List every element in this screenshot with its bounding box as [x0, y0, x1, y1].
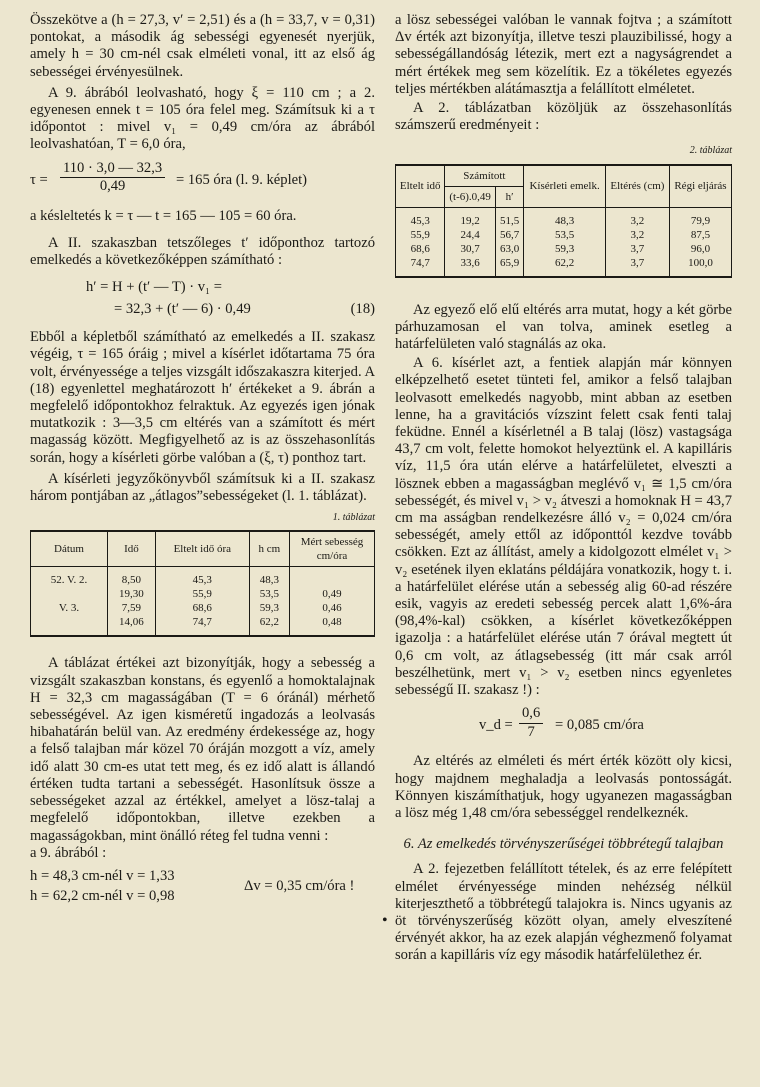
table-cell: 96,0	[669, 242, 731, 256]
table-cell: 79,9	[669, 207, 731, 228]
paragraph: A 2. fejezetben felállított tételek, és az erre felépített elmélet érvényessége minden nehézség nélkül kiterjeszthető a többrétegű talajokra is. Nincs ugyanis az öt törvényszerűség között olyan, amely elveszítené érvényét akkor, ha az ezek alapján véghezmenő folyamat során a kapilláris víz egy második határfelülethez ér.	[395, 861, 732, 964]
section-title: 6. Az emelkedés törvényszerűségei többrétegű talajban	[403, 836, 724, 853]
table-row	[396, 256, 732, 277]
table-header: Számított	[445, 165, 524, 187]
table-1	[30, 530, 375, 637]
equation-vd	[395, 705, 732, 747]
right-column	[395, 12, 732, 965]
table-row	[31, 601, 375, 615]
table-cell: 45,3	[155, 567, 249, 588]
table-cell: 74,7	[155, 615, 249, 636]
equation-number: (18)	[350, 301, 375, 318]
table-cell: 8,50	[108, 567, 156, 588]
table-header: Mért sebesség cm/óra	[290, 531, 375, 567]
equation-18	[30, 279, 375, 323]
table-cell: 45,3	[396, 207, 445, 228]
stray-dot: •	[382, 912, 388, 929]
table-row	[31, 615, 375, 636]
table-header: h cm	[249, 531, 289, 567]
equation-delta-v: Δv = 0,35 cm/óra !	[244, 877, 355, 894]
table-header: Eltelt idő	[396, 165, 445, 208]
table-header: Kísérleti emelk.	[524, 165, 606, 208]
table-header: h′	[495, 186, 523, 207]
table-header: Dátum	[31, 531, 108, 567]
table-cell: 24,4	[445, 228, 495, 242]
table-cell: 62,2	[524, 256, 606, 277]
table-cell	[31, 615, 108, 636]
paragraph: Összekötve a (h = 27,3, v′ = 2,51) és a (h = 33,7, v = 0,31) pontokat, a második ág sebességi egyenesét nyerjük, amely h = 30 cm-nél csak elméleti vonal, itt az első ág sebességei érvényesülnek.	[30, 12, 375, 80]
table-header: Idő	[108, 531, 156, 567]
equation-line: h = 62,2 cm-nél v = 0,98	[30, 887, 175, 904]
equation-rhs: = 0,085 cm/óra	[555, 717, 644, 734]
table-cell: 33,6	[445, 256, 495, 277]
table-cell: 30,7	[445, 242, 495, 256]
table-cell: 68,6	[155, 601, 249, 615]
table-cell: 55,9	[396, 228, 445, 242]
table-cell	[31, 587, 108, 601]
table-cell: V. 3.	[31, 601, 108, 615]
paragraph: A II. szakaszban tetszőleges t′ időponthoz tartozó emelkedés a következőképpen számítható :	[30, 234, 375, 269]
table-row	[396, 242, 732, 256]
table-cell: 19,30	[108, 587, 156, 601]
table-header: Eltelt idő óra	[155, 531, 249, 567]
equation-fraction	[60, 160, 165, 195]
table-cell: 48,3	[524, 207, 606, 228]
table-cell: 53,5	[524, 228, 606, 242]
table-cell: 3,7	[605, 256, 669, 277]
paragraph: Ebből a képletből számítható az emelkedés a II. szakasz végéig, τ = 165 óráig ; mivel a kísérlet időtartama 75 óra volt, érvényessége a teljes vizsgált időszakaszra kiterjed. A (18) egyenlettel meghatározott h′ értékeket a 9. ábrán a megfelelő időpontokhoz felraktuk. Az egyezés igen jónak mutatkozik : 3—3,5 cm eltérés van a számított és mért magasság között. Megfigyelhető az is az összehasonlítás során, hogy a kísérleti görbe valóban a (ξ, τ) ponthoz tart.	[30, 329, 375, 466]
table-header: Eltérés (cm)	[605, 165, 669, 208]
equation-tau	[30, 160, 375, 202]
paragraph: A 2. táblázatban közöljük az összehasonlítás számszerű eredményeit :	[395, 100, 732, 134]
table-cell: 65,9	[495, 256, 523, 277]
equation-velocities	[30, 868, 375, 908]
table-caption: 1. táblázat	[332, 512, 375, 524]
table-cell: 59,3	[249, 601, 289, 615]
fraction-denominator: 7	[527, 723, 535, 740]
equation-line: h = 48,3 cm-nél v = 1,33	[30, 867, 175, 884]
table-cell: 100,0	[669, 256, 731, 277]
paragraph: Az egyező elő elű eltérés arra mutat, hogy a két görbe párhuzamosan el van tolva, aminek esetleg a határfelületen való stagnálás az oka.	[395, 301, 732, 353]
table-cell: 3,2	[605, 207, 669, 228]
table-cell: 56,7	[495, 228, 523, 242]
table-cell: 51,5	[495, 207, 523, 228]
paragraph: A 6. kísérlet azt, a fentiek alapján már könnyen elképzelhető esetet tünteti fel, amikor a felső talajban leolvasott emelkedés nagyobb, mint abban az esetben lenne, ha a gravitációs vízszint felett csak fenti talaj feküdne. Ennél a kísérletnél a B talaj (lösz) vastagsága 43,7 cm volt, felette homokot helyeztünk el. A kapilláris víz, 11,5 óra után elérve a határfelületet, elveszti a lösznek ebben a magasságban meglévő v₁ ≅ 1,5 cm/óra sebességét, és mivel v₁ > v₂ átveszi a homoknak H = 43,7 cm ma asságban rendelkezésre álló v₂ = 0,024 cm/óra sebességét, amely ettől az időponttól kezdve tovább csökken. Ezt az állítást, amely a kidolgozott elmélet v₁ > v₂ esetének ilyen eklatáns példájára vonatkozik, hogy t. i. a határfelület elérése után a sebesség alig 60-ad részére esik, vagyis az eredeti sebesség percek alatt 1,6%-ára (98,4%-kal) csökken, a kísérlet következőképpen igazolja : a határfelület elérése után 7 órával megtett út 0,6 cm volt, az átlagsebesség (itt már csak arról beszélhetünk, mert v₁ > v₂ esetben nincs egyenletes sebességű II. szakasz !) :	[395, 355, 732, 699]
equation-lhs: v_d =	[479, 717, 513, 734]
equation-fraction	[519, 705, 543, 740]
table-cell: 63,0	[495, 242, 523, 256]
table-cell: 55,9	[155, 587, 249, 601]
paragraph: A kísérleti jegyzőkönyvből számítsuk ki a II. szakasz három pontjában az „átlagos”sebességeket (l. 1. táblázat).	[30, 470, 375, 505]
paragraph: a 9. ábrából :	[30, 844, 107, 861]
table-cell: 3,7	[605, 242, 669, 256]
left-column	[30, 12, 375, 914]
table-cell: 0,49	[290, 587, 375, 601]
table-cell: 68,6	[396, 242, 445, 256]
table-cell: 0,48	[290, 615, 375, 636]
equation-rhs: = 165 óra (l. 9. képlet)	[176, 171, 308, 188]
fraction-denominator: 0,49	[99, 177, 126, 194]
table-cell	[290, 567, 375, 588]
table-cell: 48,3	[249, 567, 289, 588]
equation-lhs: τ =	[30, 171, 48, 188]
table-cell: 19,2	[445, 207, 495, 228]
table-cell: 3,2	[605, 228, 669, 242]
table-cell: 0,46	[290, 601, 375, 615]
table-cell: 59,3	[524, 242, 606, 256]
equation-line: = 32,3 + (t′ — 6) · 0,49	[114, 301, 251, 318]
table-cell: 7,59	[108, 601, 156, 615]
table-cell: 14,06	[108, 615, 156, 636]
paragraph: a késleltetés k = τ — t = 165 — 105 = 60 óra.	[30, 207, 297, 224]
fraction-numerator: 110 · 3,0 — 32,3	[60, 160, 165, 178]
table-row	[31, 587, 375, 601]
table-2	[395, 164, 732, 278]
table-header: Régi eljárás	[669, 165, 731, 208]
table-cell: 52. V. 2.	[31, 567, 108, 588]
paragraph: A táblázat értékei azt bizonyítják, hogy a sebesség a vizsgált szakaszban konstans, és egyenlő a homoktalajnak H = 32,3 cm magasságában (T = 6 óránál) mérhető sebességével. Az igen kisméretű ingadozás a leolvasás hibahatárán belül van. Az eredmény érdekessége az, hogy a felső talajban már közel 70 óráján mozgott a víz, amely idő alatt 30 cm-es utat tett meg, és ez idő alatt is állandó értéken tudta tartani a sebességét. Hasonlítsuk össze a sebességeket azzal az értékkel, amelyet a lösz-talaj a megfelelő időpontokban, illetve ezekben a magasságokban, mint önálló réteg fel tudna venni :	[30, 655, 375, 844]
paragraph: Az eltérés az elméleti és mért érték között oly kicsi, hogy majdnem meghaladja a leolvasás pontosságát. Könnyen kiszámíthatjuk, hogy ugyanezen magasságban a lösz még 1,48 cm/óra sebességgel rendelkeznék.	[395, 753, 732, 821]
table-header: (t-6).0,49	[445, 186, 495, 207]
table-cell: 87,5	[669, 228, 731, 242]
table-cell: 62,2	[249, 615, 289, 636]
table-cell: 53,5	[249, 587, 289, 601]
fraction-numerator: 0,6	[519, 705, 543, 723]
table-cell: 74,7	[396, 256, 445, 277]
paragraph: A 9. ábrából leolvasható, hogy ξ = 110 cm ; a 2. egyenesen ennek t = 105 óra felel meg. Számítsuk ki a τ időpontot : mivel v₁ = 0,49 cm/óra az ábrából leolvashatóan, T = 6,0 óra,	[30, 84, 375, 153]
paragraph: a lösz sebességei valóban le vannak fojtva ; a számított Δv érték azt bizonyítja, illetve teszi plauzibilissé, hogy a sebességállandóság létezik, mert ezt a nagyságrendet a mért értékek meg sem közelítik. Ez a tökéletes egyezés teljes mértékben alátámasztja a felállított elméletet.	[395, 12, 732, 97]
table-caption: 2. táblázat	[689, 145, 732, 157]
table-row	[31, 567, 375, 588]
table-row	[396, 207, 732, 228]
table-row	[396, 228, 732, 242]
equation-line: h′ = H + (t′ — T) · v₁ =	[86, 279, 223, 296]
